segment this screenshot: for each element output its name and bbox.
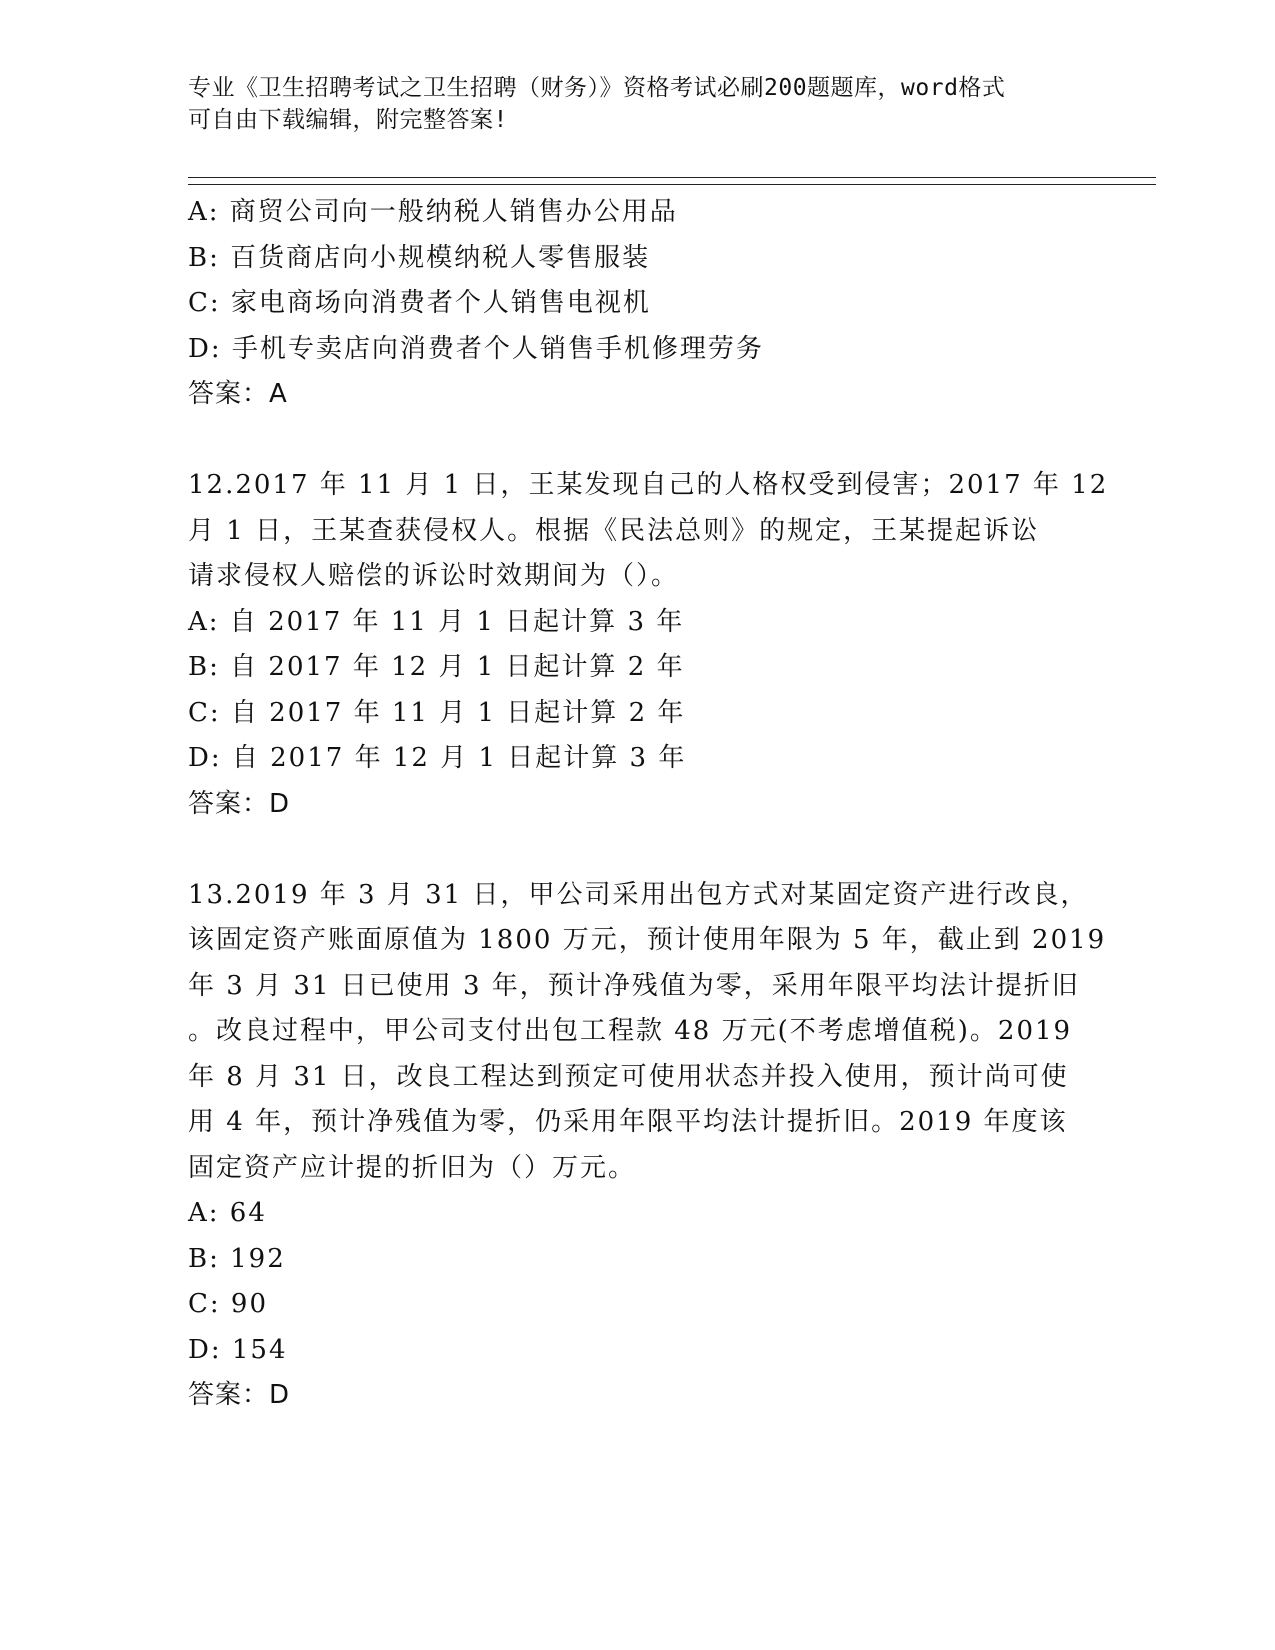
header-divider-bottom [188,184,1156,185]
spacer [188,827,1088,873]
question-stem-line: 月 1 日，王某查获侵权人。根据《民法总则》的规定，王某提起诉讼 [188,515,1040,546]
option-a: A: 自 2017 年 11 月 1 日起计算 3 年 [188,606,685,637]
option-d: D: 自 2017 年 12 月 1 日起计算 3 年 [188,743,687,773]
option-c: C: 家电商场向消费者个人销售电视机 [188,288,651,318]
option-c: C: 自 2017 年 11 月 1 日起计算 2 年 [188,697,686,728]
question-stem-line: 用 4 年，预计净残值为零，仍采用年限平均法计提折旧。2019 年度该 [188,1107,1068,1137]
header-divider-top [188,177,1156,178]
question-stem-line: 年 3 月 31 日已使用 3 年，预计净残值为零，采用年限平均法计提折旧 [188,970,1080,1001]
answer: 答案：D [188,1380,291,1410]
option-c: C: 90 [188,1289,269,1319]
option-b: B: 192 [188,1243,286,1274]
header-line-1: 专业《卫生招聘考试之卫生招聘（财务）》资格考试必刷200题题库，word格式 [188,75,1006,101]
option-a: A: 商贸公司向一般纳税人销售办公用品 [188,197,678,227]
question-list [188,190,1109,1419]
question-stem-line: 13.2019 年 3 月 31 日，甲公司采用出包方式对某固定资产进行改良， [188,879,1089,910]
question-stem-line: 年 8 月 31 日，改良工程达到预定可使用状态并投入使用，预计尚可使 [188,1061,1069,1092]
question-12 [188,463,1109,827]
question-stem-line: 12.2017 年 11 月 1 日，王某发现自己的人格权受到侵害；2017 年 12 [188,470,1109,500]
option-a: A: 64 [188,1198,267,1228]
header-line-2: 可自由下载编辑，附完整答案! [188,107,508,133]
answer: 答案：D [188,788,291,819]
option-b: B: 自 2017 年 12 月 1 日起计算 2 年 [188,652,685,682]
question-11 [188,190,1088,418]
option-d: D: 手机专卖店向消费者个人销售手机修理劳务 [188,333,764,364]
question-13 [188,873,1107,1419]
option-d: D: 154 [188,1334,288,1365]
question-stem-line: 请求侵权人赔偿的诉讼时效期间为（）。 [188,561,680,591]
question-stem-line: 。改良过程中，甲公司支付出包工程款 48 万元(不考虑增值税)。2019 [188,1016,1073,1046]
option-b: B: 百货商店向小规模纳税人零售服装 [188,242,651,273]
spacer [188,418,1088,464]
question-stem-line: 该固定资产账面原值为 1800 万元，预计使用年限为 5 年，截止到 2019 [188,925,1107,955]
question-stem-line: 固定资产应计提的折旧为（）万元。 [188,1152,637,1183]
document-header [188,72,1068,136]
answer: 答案：A [188,379,288,409]
